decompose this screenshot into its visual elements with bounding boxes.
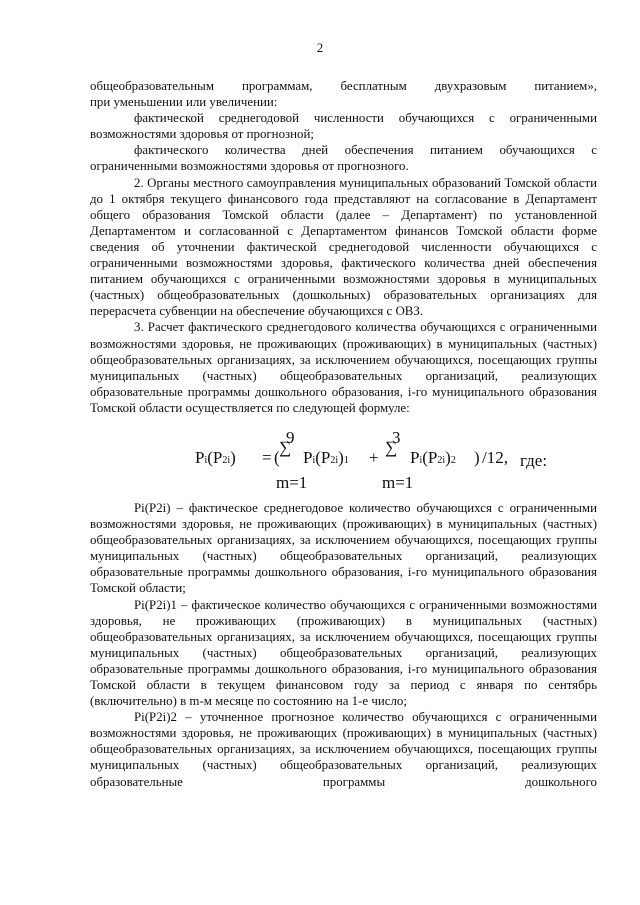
definition-pi-1: Pi(P2i)1 – фактическое количество обучающихся с ограниченными возможностями здоровья, не проживающих (проживающих) в муниципальных (частных) общеобразовательных организациях, за исключением обучающихся, посещающих группы муниципальных (частных) общеобразовательных организаций, реализующих образовательные программы дошкольного образования, i-го муниципального образования Томской области в текущем финансовом году за период с января по сентябрь (включительно) в m-м месяце по состоянию на 1-е число;: [90, 597, 597, 709]
formula-plus: +: [369, 447, 379, 467]
definition-pi-2: Pi(P2i)2 – уточненное прогнозное количество обучающихся с ограниченными возможностями здоровья, не проживающих (проживающих) в муниципальных (частных) общеобразовательных организациях, за исключением обучающихся, посещающих группы муниципальных (частных) общеобразовательных организаций, реализующих образовательные программы дошкольного: [90, 710, 597, 789]
formula-close-paren: ): [474, 447, 480, 467]
sum1-term: Pi(P2i)1: [303, 447, 349, 467]
sum2-lower-limit: m=1: [382, 472, 414, 492]
formula-divisor: /12,: [482, 447, 508, 467]
sum1-sign: ∑: [279, 437, 292, 457]
paragraph-3: фактического количества дней обеспечения питанием обучающихся с ограниченными возможностями здоровья от прогнозного.: [90, 143, 597, 174]
definition-pi: Pi(P2i) – фактическое среднегодовое количество обучающихся с ограниченными возможностями здоровья, не проживающих (проживающих) в муниципальных (частных) общеобразовательных организациях, за исключением обучающихся, посещающих группы муниципальных (частных) общеобразовательных организаций, реализующих образовательные программы дошкольного образования, i-го муниципального образования Томской области;: [90, 500, 597, 596]
paragraph-5: 3. Расчет фактического среднегодового количества обучающихся с ограниченными возможностями здоровья, не проживающих (проживающих) в муниципальных (частных) общеобразовательных организациях, за исключением обучающихся, посещающих группы муниципальных (частных) общеобразовательных организаций, реализующих образовательные программы дошкольного образования, i-го муниципального образования Томской области осуществляется по следующей формуле:: [90, 320, 597, 415]
sum2-upper-limit: 3: [392, 427, 401, 447]
paragraph-1-line-1: общеобразовательным программам, бесплатным двухразовым питанием»,: [90, 79, 597, 93]
paragraph-1-line-2: при уменьшении или увеличении:: [90, 95, 278, 110]
paragraph-2: фактической среднегодовой численности обучающихся с ограниченными возможностями здоровья от прогнозной;: [90, 111, 597, 142]
formula-open-paren: (: [274, 447, 280, 467]
page-number: 2: [316, 41, 324, 55]
sum1-upper-limit: 9: [286, 427, 295, 447]
sum2-sign: ∑: [385, 437, 398, 457]
sum1-lower-limit: m=1: [276, 472, 308, 492]
formula-where: где:: [520, 450, 548, 470]
document-body: [90, 78, 597, 790]
sum2-term: Pi(P2i)2: [410, 447, 456, 467]
formula-equals: =: [262, 447, 272, 467]
paragraph-4: 2. Органы местного самоуправления муниципальных образований Томской области до 1 октября текущего финансового года представляют на согласование в Департамент общего образования Томской области (далее – Департамент) по установленной Департаментом и согласованной с Департаментом финансов Томской области форме сведения об уточнении фактической среднегодовой численности обучающихся с ограниченными возможностями здоровья, фактического количества дней обеспечения питанием обучающихся с ограниченными возможностями здоровья в муниципальных (частных) общеобразовательных (дошкольных) образовательных организациях для перерасчета субвенции на обеспечение обучающихся с ОВЗ.: [90, 175, 597, 319]
formula-lhs: Pi(P2i): [195, 447, 236, 467]
formula: [90, 428, 597, 492]
